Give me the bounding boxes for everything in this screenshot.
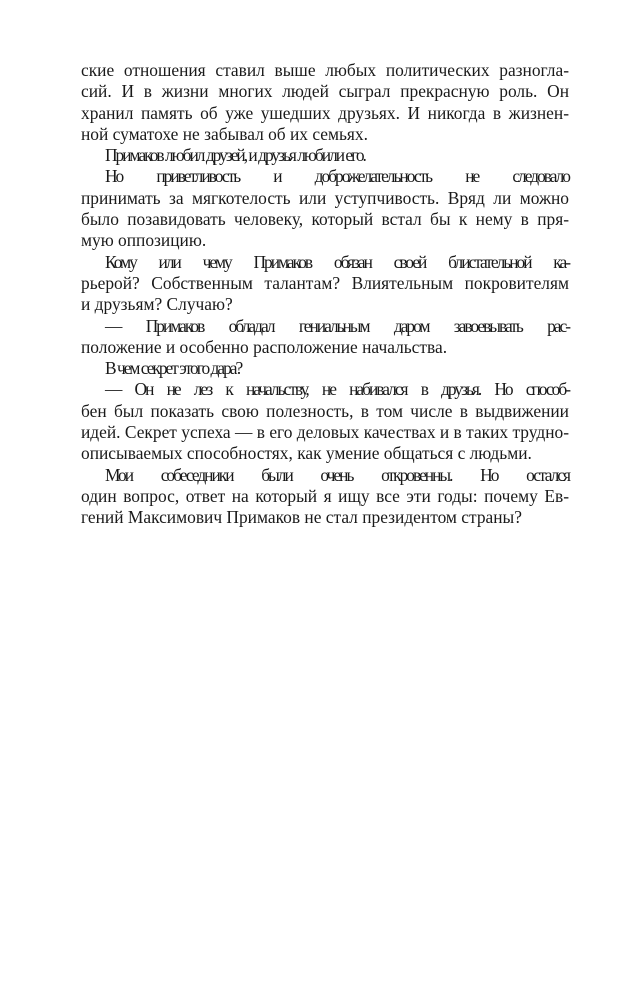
paragraph-7 xyxy=(81,379,569,464)
text-line: ной суматохе не забывал об их семьях. xyxy=(81,123,368,144)
text-line: описываемых способностях, как умение общаться с людьми. xyxy=(81,443,532,464)
text-line: — Примаков обладал гениальным даром завоевывать рас- xyxy=(105,315,569,336)
text-line: идей. Секрет успеха — в его деловых качествах и в таких трудно- xyxy=(81,422,569,443)
paragraph-3 xyxy=(81,166,569,251)
text-line: мую оппозицию. xyxy=(81,230,207,251)
paragraph-8 xyxy=(81,465,569,529)
text-line: рьерой? Собственным талантам? Влиятельным покровителям xyxy=(81,272,569,293)
text-line: Примаков любил друзей, и друзья любили его. xyxy=(105,145,365,166)
text-line: было позавидовать человеку, который встал бы к нему в пря- xyxy=(81,209,569,230)
text-line: сий. И в жизни многих людей сыграл прекрасную роль. Он xyxy=(81,81,569,102)
text-line: гений Максимович Примаков не стал президентом страны? xyxy=(81,507,522,528)
text-line: хранил память об уже ушедших друзьях. И никогда в жизнен- xyxy=(81,102,569,123)
paragraph-6 xyxy=(81,358,569,379)
page-text xyxy=(81,60,569,529)
text-line: бен был показать свою полезность, в том числе в выдвижении xyxy=(81,400,569,421)
text-line: Кому или чему Примаков обязан своей блистательной ка- xyxy=(105,251,569,272)
paragraph-5 xyxy=(81,316,569,359)
text-line: В чем секрет этого дара? xyxy=(105,358,242,379)
text-line: принимать за мягкотелость или уступчивость. Вряд ли можно xyxy=(81,187,569,208)
text-line: — Он не лез к начальству, не набивался в друзья. Но способ- xyxy=(105,379,569,400)
paragraph-2 xyxy=(81,145,569,166)
text-line: ские отношения ставил выше любых политических разногла- xyxy=(81,60,569,80)
text-line: Мои собеседники были очень откровенны. Но остался xyxy=(105,464,569,485)
text-line: Но приветливость и доброжелательность не следовало xyxy=(105,166,569,187)
text-line: и друзьям? Случаю? xyxy=(81,294,233,315)
paragraph-4 xyxy=(81,252,569,316)
text-line: положение и особенно расположение начальства. xyxy=(81,336,448,357)
text-line: один вопрос, ответ на который я ищу все эти годы: почему Ев- xyxy=(81,485,569,506)
paragraph-1 xyxy=(81,60,569,145)
